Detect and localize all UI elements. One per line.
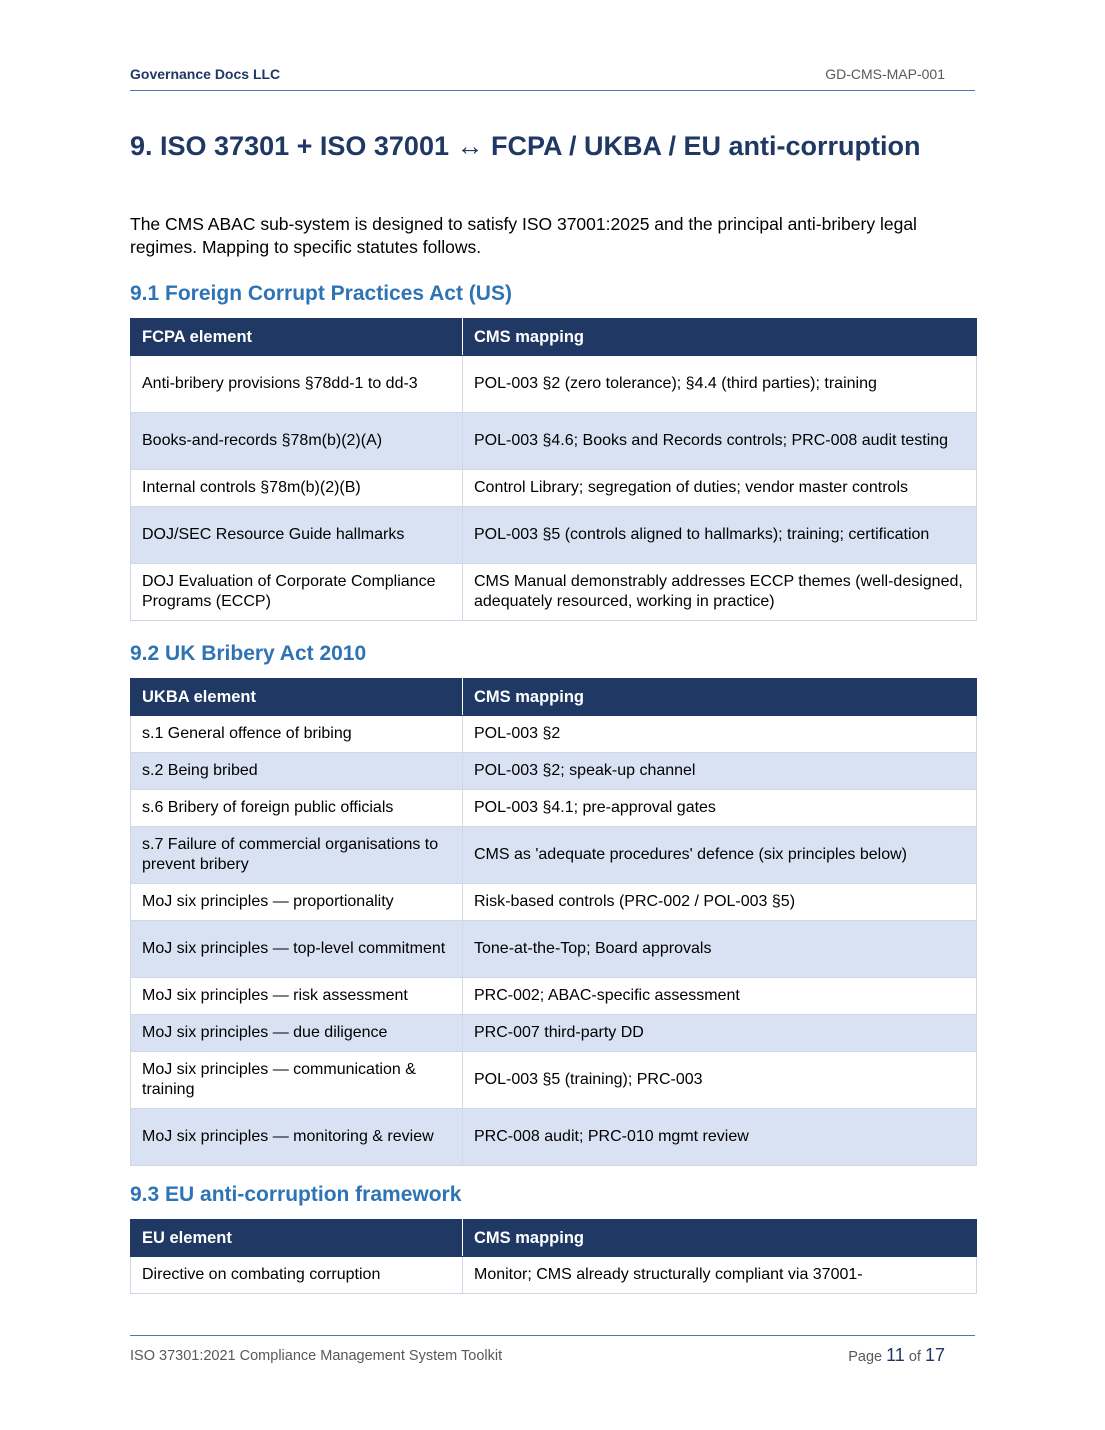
element-cell: Anti-bribery provisions §78dd-1 to dd-3 [131,356,463,413]
table-row [131,1109,977,1166]
mapping-cell: POL-003 §5 (training); PRC-003 [463,1052,977,1109]
element-cell: s.1 General offence of bribing [131,716,463,753]
table-row [131,827,977,884]
element-cell: s.2 Being bribed [131,753,463,790]
mapping-cell: Risk-based controls (PRC-002 / POL-003 §5) [463,884,977,921]
ukba-table [130,678,977,1166]
table-row [131,790,977,827]
element-cell: s.7 Failure of commercial organisations to prevent bribery [131,827,463,884]
page-footer [130,1335,975,1365]
table-row [131,356,977,413]
heading-ukba: 9.2 UK Bribery Act 2010 [130,642,367,665]
heading-eu: 9.3 EU anti-corruption framework [130,1183,462,1206]
table-row [131,921,977,978]
element-cell: Directive on combating corruption [131,1257,463,1294]
company-name: Governance Docs LLC [130,66,281,82]
mapping-cell: PRC-007 third-party DD [463,1015,977,1052]
page-header [130,64,975,91]
table-row [131,564,977,621]
toolkit-name: ISO 37301:2021 Compliance Management System Toolkit [130,1348,503,1364]
table-row [131,1257,977,1294]
fcpa-table [130,318,977,621]
mapping-cell: POL-003 §2 [463,716,977,753]
page-label: Page [848,1349,883,1365]
mapping-cell: POL-003 §2; speak-up channel [463,753,977,790]
table-row [131,1015,977,1052]
section-title: 9. ISO 37301 + ISO 37001 ↔ FCPA / UKBA / EU anti-corruption [130,131,921,161]
table-row [131,753,977,790]
element-cell: s.6 Bribery of foreign public officials [131,790,463,827]
page-number [848,1345,945,1366]
column-header: CMS mapping [463,679,977,716]
mapping-cell: POL-003 §2 (zero tolerance); §4.4 (third parties); training [463,356,977,413]
current-page: 11 [886,1345,905,1365]
element-cell: MoJ six principles — top-level commitment [131,921,463,978]
column-header: CMS mapping [463,1220,977,1257]
mapping-cell: Monitor; CMS already structurally compliant via 37001- [463,1257,977,1294]
mapping-cell: POL-003 §4.6; Books and Records controls; PRC-008 audit testing [463,413,977,470]
column-header: FCPA element [131,319,463,356]
column-header: CMS mapping [463,319,977,356]
table-row [131,507,977,564]
mapping-cell: Control Library; segregation of duties; vendor master controls [463,470,977,507]
element-cell: MoJ six principles — monitoring & review [131,1109,463,1166]
element-cell: MoJ six principles — risk assessment [131,978,463,1015]
mapping-cell: CMS Manual demonstrably addresses ECCP themes (well-designed, adequately resourced, working in practice) [463,564,977,621]
element-cell: MoJ six principles — communication & training [131,1052,463,1109]
element-cell: Books-and-records §78m(b)(2)(A) [131,413,463,470]
table-row [131,978,977,1015]
table-row [131,470,977,507]
table-row [131,884,977,921]
mapping-cell: PRC-002; ABAC-specific assessment [463,978,977,1015]
table-row [131,413,977,470]
table-row [131,1052,977,1109]
element-cell: DOJ/SEC Resource Guide hallmarks [131,507,463,564]
table-row [131,716,977,753]
element-cell: MoJ six principles — proportionality [131,884,463,921]
mapping-cell: Tone-at-the-Top; Board approvals [463,921,977,978]
heading-fcpa: 9.1 Foreign Corrupt Practices Act (US) [130,282,512,305]
mapping-cell: POL-003 §4.1; pre-approval gates [463,790,977,827]
eu-table [130,1219,977,1294]
total-pages: 17 [924,1345,945,1365]
element-cell: Internal controls §78m(b)(2)(B) [131,470,463,507]
page-of-label: of [908,1349,921,1365]
mapping-cell: CMS as 'adequate procedures' defence (six principles below) [463,827,977,884]
document-id: GD-CMS-MAP-001 [825,66,945,82]
column-header: UKBA element [131,679,463,716]
column-header: EU element [131,1220,463,1257]
mapping-cell: PRC-008 audit; PRC-010 mgmt review [463,1109,977,1166]
element-cell: MoJ six principles — due diligence [131,1015,463,1052]
intro-paragraph: The CMS ABAC sub-system is designed to satisfy ISO 37001:2025 and the principal anti-bribery legal regimes. Mapping to specific statutes follows. [130,214,917,257]
mapping-cell: POL-003 §5 (controls aligned to hallmarks); training; certification [463,507,977,564]
element-cell: DOJ Evaluation of Corporate Compliance Programs (ECCP) [131,564,463,621]
